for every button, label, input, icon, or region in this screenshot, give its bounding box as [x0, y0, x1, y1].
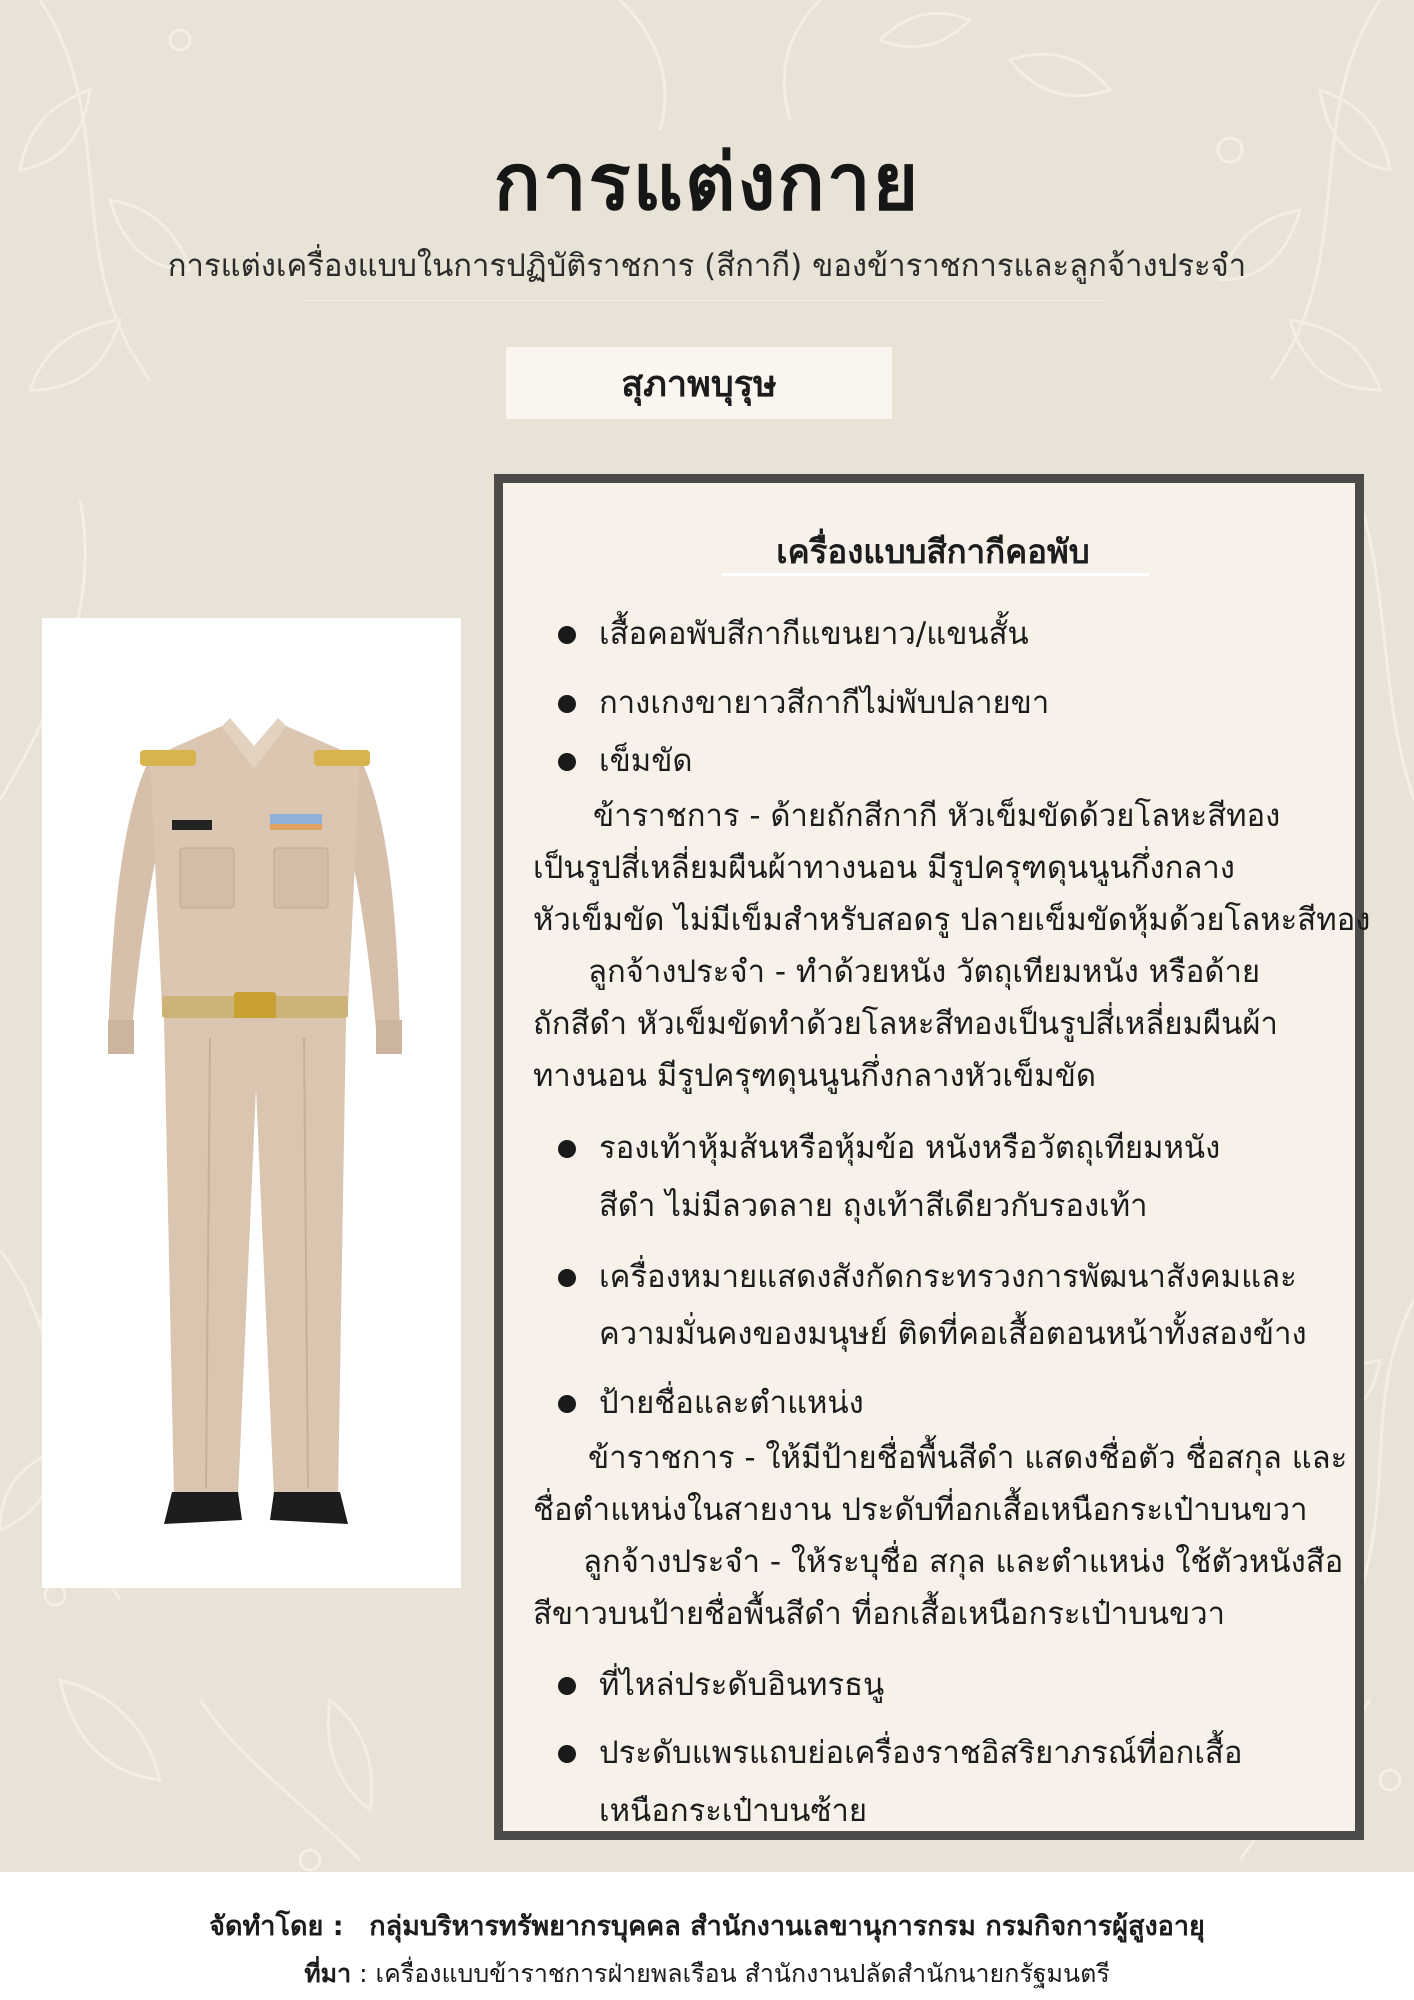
credit-label: จัดทำโดย : [209, 1911, 344, 1942]
bullet-icon [558, 1395, 576, 1413]
name-tag-text-line: ลูกจ้างประจำ - ให้ระบุชื่อ สกุล และตำแหน่ง ใช้ตัวหนังสือ [583, 1544, 1344, 1580]
credit-line [0, 1904, 1414, 1947]
name-tag-text-line: สีขาวบนป้ายชื่อพื้นสีดำ ที่อกเสื้อเหนือกระเป๋าบนขวา [533, 1596, 1226, 1632]
heading-underline [721, 573, 1149, 576]
source-text: : เครื่องแบบข้าราชการฝ่ายพลเรือน สำนักงานปลัดสำนักนายกรัฐมนตรี [359, 1959, 1110, 1988]
bullet-icon [558, 1269, 576, 1287]
gender-badge: สุภาพบุรุษ [506, 347, 892, 419]
list-item-shirt: เสื้อคอพับสีกากีแขนยาว/แขนสั้น [599, 616, 1029, 652]
page-subtitle: การแต่งเครื่องแบบในการปฏิบัติราชการ (สีกากี) ของข้าราชการและลูกจ้างประจำ [167, 248, 1247, 284]
source-line [0, 1954, 1414, 1994]
list-item-ribbons-cont: เหนือกระเป๋าบนซ้าย [599, 1793, 868, 1829]
list-item-shoes-cont: สีดำ ไม่มีลวดลาย ถุงเท้าสีเดียวกับรองเท้า [599, 1188, 1148, 1224]
source-label: ที่มา [304, 1959, 352, 1988]
belt-text-line: เป็นรูปสี่เหลี่ยมผืนผ้าทางนอน มีรูปครุฑดุนนูนกึ่งกลาง [533, 850, 1235, 886]
bullet-icon [558, 753, 576, 771]
bullet-icon [558, 1677, 576, 1695]
khaki-uniform-illustration-icon [42, 618, 461, 1588]
list-item-trousers: กางเกงขายาวสีกากีไม่พับปลายขา [599, 685, 1050, 721]
belt-text-line: ถักสีดำ หัวเข็มขัดทำด้วยโลหะสีทองเป็นรูปสี่เหลี่ยมผืนผ้า [533, 1006, 1278, 1042]
belt-text-line: หัวเข็มขัด ไม่มีเข็มสำหรับสอดรู ปลายเข็มขัดหุ้มด้วยโลหะสีทอง [533, 902, 1371, 938]
list-item-belt: เข็มขัด [599, 743, 693, 779]
belt-text-line: ลูกจ้างประจำ - ทำด้วยหนัง วัตถุเทียมหนัง หรือด้าย [588, 954, 1261, 990]
list-item-epaulettes: ที่ไหล่ประดับอินทรธนู [599, 1667, 885, 1703]
page-title: การแต่งกาย [493, 138, 921, 228]
belt-text-line: ข้าราชการ - ด้ายถักสีกากี หัวเข็มขัดด้วยโลหะสีทอง [593, 798, 1281, 834]
list-item-ribbons: ประดับแพรแถบย่อเครื่องราชอิสริยาภรณ์ที่อกเสื้อ [599, 1735, 1243, 1771]
belt-text-line: ทางนอน มีรูปครุฑดุนนูนกึ่งกลางหัวเข็มขัด [533, 1058, 1097, 1094]
list-item-insignia-cont: ความมั่นคงของมนุษย์ ติดที่คอเสื้อตอนหน้าทั้งสองข้าง [599, 1316, 1307, 1352]
bullet-icon [558, 695, 576, 713]
list-item-shoes: รองเท้าหุ้มส้นหรือหุ้มข้อ หนังหรือวัตถุเทียมหนัง [599, 1130, 1221, 1166]
name-tag-text-line: ข้าราชการ - ให้มีป้ายชื่อพื้นสีดำ แสดงชื่อตัว ชื่อสกุล และ [588, 1440, 1348, 1476]
name-tag-text-line: ชื่อตำแหน่งในสายงาน ประดับที่อกเสื้อเหนือกระเป๋าบนขวา [533, 1492, 1308, 1528]
header-divider [305, 300, 1105, 301]
credit-text: กลุ่มบริหารทรัพยากรบุคคล สำนักงานเลขานุการกรม กรมกิจการผู้สูงอายุ [369, 1911, 1205, 1942]
list-item-insignia: เครื่องหมายแสดงสังกัดกระทรวงการพัฒนาสังคมและ [599, 1259, 1297, 1295]
bullet-icon [558, 626, 576, 644]
list-item-name-tag: ป้ายชื่อและตำแหน่ง [599, 1385, 864, 1421]
bullet-icon [558, 1140, 576, 1158]
uniform-details-panel [494, 474, 1371, 1840]
bullet-icon [558, 1745, 576, 1763]
uniform-photo [42, 618, 461, 1588]
panel-heading: เครื่องแบบสีกากีคอพับ [776, 532, 1090, 571]
